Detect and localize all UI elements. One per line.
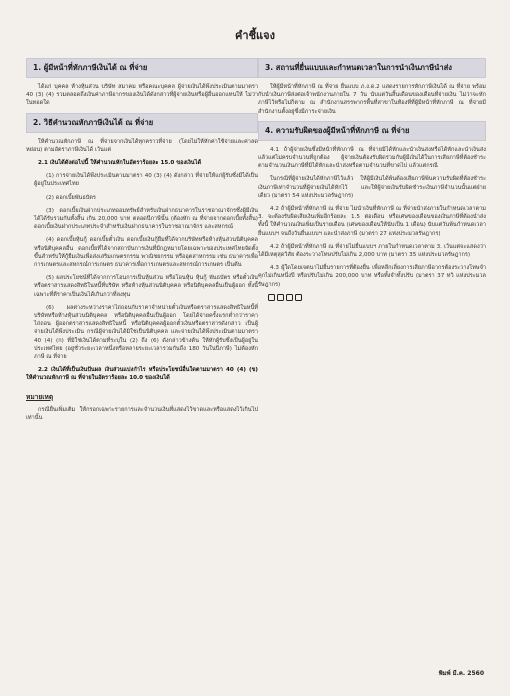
section-4-3: 4.3 ผู้ใดโดยเจตนาไม่ยื่นรายการที่ต้องยื่น เพื่อหลีกเลี่ยงการเสียภาษีอากรต้องระวางโทษจำคุกไม่เกินหนึ่งปี หรือปรับไม่เกิน 200,000 บาท หรือทั้งจำทั้งปรับ (มาตรา 37 ทวิ แห่งประมวลรัษฎากร) [258, 265, 486, 288]
section-4-1: 4.1 ถ้าผู้จ่ายเงินซึ่งมีหน้าที่หักภาษี ณ ที่จ่ายมิได้หักและนำเงินส่งหรือได้หักและนำเงินส่งแล้วแต่ไม่ครบจำนวนที่ถูกต้อง ผู้จ่ายเงินต้องรับผิดร่วมกับผู้มีเงินได้ในการเสียภาษีที่ต้องชำระตามจำนวนเงินภาษีที่มิได้หักและนำส่งหรือตามจำนวนที่ขาดไป แล้วแต่กรณี [258, 146, 486, 170]
right-column [258, 58, 486, 301]
print-date: พิมพ์ มี.ค. 2560 [438, 670, 484, 677]
section-2-heading: 2. วิธีคำนวณหักภาษีเงินได้ ณ ที่จ่าย [26, 113, 258, 133]
page-title: คำชี้แจง [235, 29, 275, 42]
square-icon [268, 294, 275, 301]
section-2-1-item-3: (3) ดอกเบี้ยเงินฝากประเภทออมทรัพย์สำหรับเงินฝากธนาคารในราชอาณาจักรซึ่งผู้มีเงินได้ได้รับรวมกันทั้งสิ้น เกิน 20,000 บาท ตลอดปีภาษีนั้น (ต้องหัก ณ ที่จ่ายจากดอกเบี้ยทั้งสิ้น) ดอกเบี้ยเงินฝากประเภทประจำสำหรับเงินฝากธนาคารในราชอาณาจักร และสหกรณ์ [34, 207, 258, 231]
square-icon [277, 294, 284, 301]
section-1-heading: 1. ผู้มีหน้าที่หักภาษีเงินได้ ณ ที่จ่าย [26, 58, 258, 78]
section-1-text: ได้แก่ บุคคล ห้างหุ้นส่วน บริษัท สมาคม หรือคณะบุคคล ผู้จ่ายเงินได้พึงประเมินตามมาตรา 40 (3) (4) รวมตลอดถึงเงินค่าภาษีอากรของเงินได้ดังกล่าวที่ผู้จ่ายเงินหรือผู้อื่นออกแทนให้ ไม่ว่าในทอดใด [26, 84, 258, 107]
section-2-intro: ให้คำนวณหักภาษี ณ ที่จ่ายจากเงินได้ทุกคราวที่จ่าย (โดยไม่ให้หักค่าใช้จ่ายและค่าลดหย่อน) ตามอัตราภาษีเงินได้ เว้นแต่ [26, 138, 258, 153]
square-icon [295, 294, 302, 301]
section-3-text: ให้ผู้มีหน้าที่หักภาษี ณ ที่จ่าย ยื่นแบบ ภ.ง.ด.2 แสดงรายการหักภาษีเงินได้ ณ ที่จ่าย พร้อมกับนำเงินภาษีส่งต่อเจ้าพนักงานภายใน 7 วัน นับแต่วันสิ้นเดือนของเดือนที่จ่ายเงิน ไม่ว่าจะหักภาษีไว้หรือไม่ก็ตาม ณ สำนักงานสรรพากรพื้นที่สาขาในท้องที่ที่ผู้มีหน้าที่หักภาษี ณ ที่จ่ายมีสำนักงานตั้งอยู่ซึ่งมีภาระจ่ายเงิน [258, 84, 486, 115]
section-2-1-item-6: (6) ผลต่างระหว่างราคาไถ่ถอนกับราคาจำหน่ายตั๋วเงินหรือตราสารแสดงสิทธิในหนี้ที่บริษัทหรือห้างหุ้นส่วนนิติบุคคล หรือนิติบุคคลอื่นเป็นผู้ออก โดยได้จ่ายครั้งแรกต่ำกว่าราคาไถ่ถอน ผู้ออกตราสารแสดงสิทธิในหนี้ หรือนิติบุคคลผู้ออกตั๋วเงินหรือตราสารดังกล่าว เป็นผู้จ่ายเงินได้พึงประเมิน กรณีผู้จ่ายเงินได้มิใช่เป็นนิติบุคคล และจ่ายเงินได้พึงประเมินตามมาตรา 40 (4) (ก) ที่มิใช่เงินได้ตามที่ระบุใน (2) ถึง (6) ดังกล่าวข้างต้น ให้หักผู้รับซึ่งเป็นผู้อยู่ในประเทศไทย (อยู่ชั่วระยะเวลาหนึ่งหรือหลายระยะเวลารวมกันถึง 180 วันในปีภาษี) ไม่ต้องหักภาษี ณ ที่จ่าย [34, 304, 258, 361]
section-2-1-item-1: (1) การจ่ายเงินได้พึงประเมินตามมาตรา 40 (3) (4) ดังกล่าว ที่จ่ายให้แก่ผู้รับซึ่งมีได้เป็นผู้อยู่ในประเทศไทย [34, 173, 258, 188]
section-2-2: 2.2 เงินได้ที่เป็นเงินปันผล เงินส่วนแบ่งกำไร หรือประโยชน์อื่นใดตามมาตรา 40 (4) (ข) ให้คำนวณหักภาษี ณ ที่จ่ายในอัตราร้อยละ 10.0 ของเงินได้ [26, 367, 258, 382]
section-4-1-cont: ในกรณีที่ผู้จ่ายเงินได้หักภาษีไว้แล้ว ให้ผู้มีเงินได้พ้นต้องเสียภาษีพ้นความรับผิดที่ต้องชำระเงินภาษีเท่าจำนวนที่ผู้จ่ายเงินได้หักไว้ และให้ผู้จ่ายเงินรับผิดชำระเงินภาษีจำนวนนั้นแต่ฝ่ายเดียว (มาตรา 54 แห่งประมวลรัษฎากร) [258, 176, 486, 199]
section-4-heading: 4. ความรับผิดของผู้มีหน้าที่หักภาษี ณ ที่จ่าย [258, 121, 486, 141]
section-3-heading: 3. สถานที่ยื่นแบบและกำหนดเวลาในการนำเงินภาษีนำส่ง [258, 58, 486, 78]
square-icon [286, 294, 293, 301]
section-4-2: 4.2 ถ้าผู้มีหน้าที่หักภาษี ณ ที่จ่าย ไม่นำเงินที่หักภาษี ณ ที่จ่ายนำส่งภายในกำหนดเวลาตาม 3. จะต้องรับผิดเสียเงินเพิ่มอีกร้อยละ 1.5 ต่อเดือน หรือเศษของเดือนของเงินภาษีที่ต้องนำส่ง ทั้งนี้ ให้คำนวณเงินเพิ่มเป็นรายเดือน (เศษของเดือนให้นับเป็น 1 เดือน) นับแต่วันพ้นกำหนดเวลายื่นแบบฯ จนถึงวันยื่นแบบฯ และนำส่งภาษี (มาตรา 27 แห่งประมวลรัษฎากร) [258, 206, 486, 237]
left-column [26, 58, 258, 427]
section-2-1-item-2: (2) ดอกเบี้ยพันธบัตร [46, 194, 96, 201]
note-text: กรณียื่นเพิ่มเติม ให้กรอกเฉพาะรายการและจำนวนเงินที่แสดงไว้ขาดและหรือแสดงไว้เกินไปเท่านั้น [26, 406, 258, 421]
section-2-1: 2.1 เงินได้ดังต่อไปนี้ ให้คำนวณหักในอัตราร้อยละ 15.0 ของเงินได้ [38, 160, 202, 167]
section-4-2-b: 4.2 ถ้าผู้มีหน้าที่หักภาษี ณ ที่จ่ายไม่ยื่นแบบฯ ภายในกำหนดเวลาตาม 3. เว้นแต่จะแสดงว่าได้มีเหตุสุดวิสัย ต้องระวางโทษปรับไม่เกิน 2,000 บาท (มาตรา 35 แห่งประมวลรัษฎากร) [258, 243, 486, 259]
note-heading: หมายเหตุ [26, 392, 54, 401]
section-2-1-item-4: (4) ดอกเบี้ยหุ้นกู้ ดอกเบี้ยตั๋วเงิน ดอกเบี้ยเงินกู้ยืมที่ได้จากบริษัทหรือห้างหุ้นส่วนนิติบุคคลหรือนิติบุคคลอื่น ดอกเบี้ยที่ได้จากสถาบันการเงินที่มีกฎหมายโดยเฉพาะของประเทศไทยจัดตั้งขึ้นสำหรับให้กู้ยืมเงินเพื่อส่งเสริมเกษตรกรรม พาณิชยกรรม หรืออุตสาหกรรม เช่น ธนาคารเพื่อการเกษตรและสหกรณ์การเกษตร ธนาคารเพื่อการเกษตรและสหกรณ์การเกษตร เป็นต้น [34, 237, 258, 269]
section-2-1-item-5: (5) ผลประโยชน์ที่ได้จากการโอนการเป็นหุ้นส่วน หรือโอนหุ้น หุ้นกู้ พันธบัตร หรือตั๋วเงิน หรือตราสารแสดงสิทธิในหนี้ที่บริษัท หรือห้างหุ้นส่วนนิติบุคคล หรือนิติบุคคลอื่นเป็นผู้ออก ทั้งนี้ เฉพาะที่ตีราคาเป็นเงินได้เกินกว่าที่ลงทุน [34, 275, 258, 298]
end-mark-squares [258, 294, 486, 301]
